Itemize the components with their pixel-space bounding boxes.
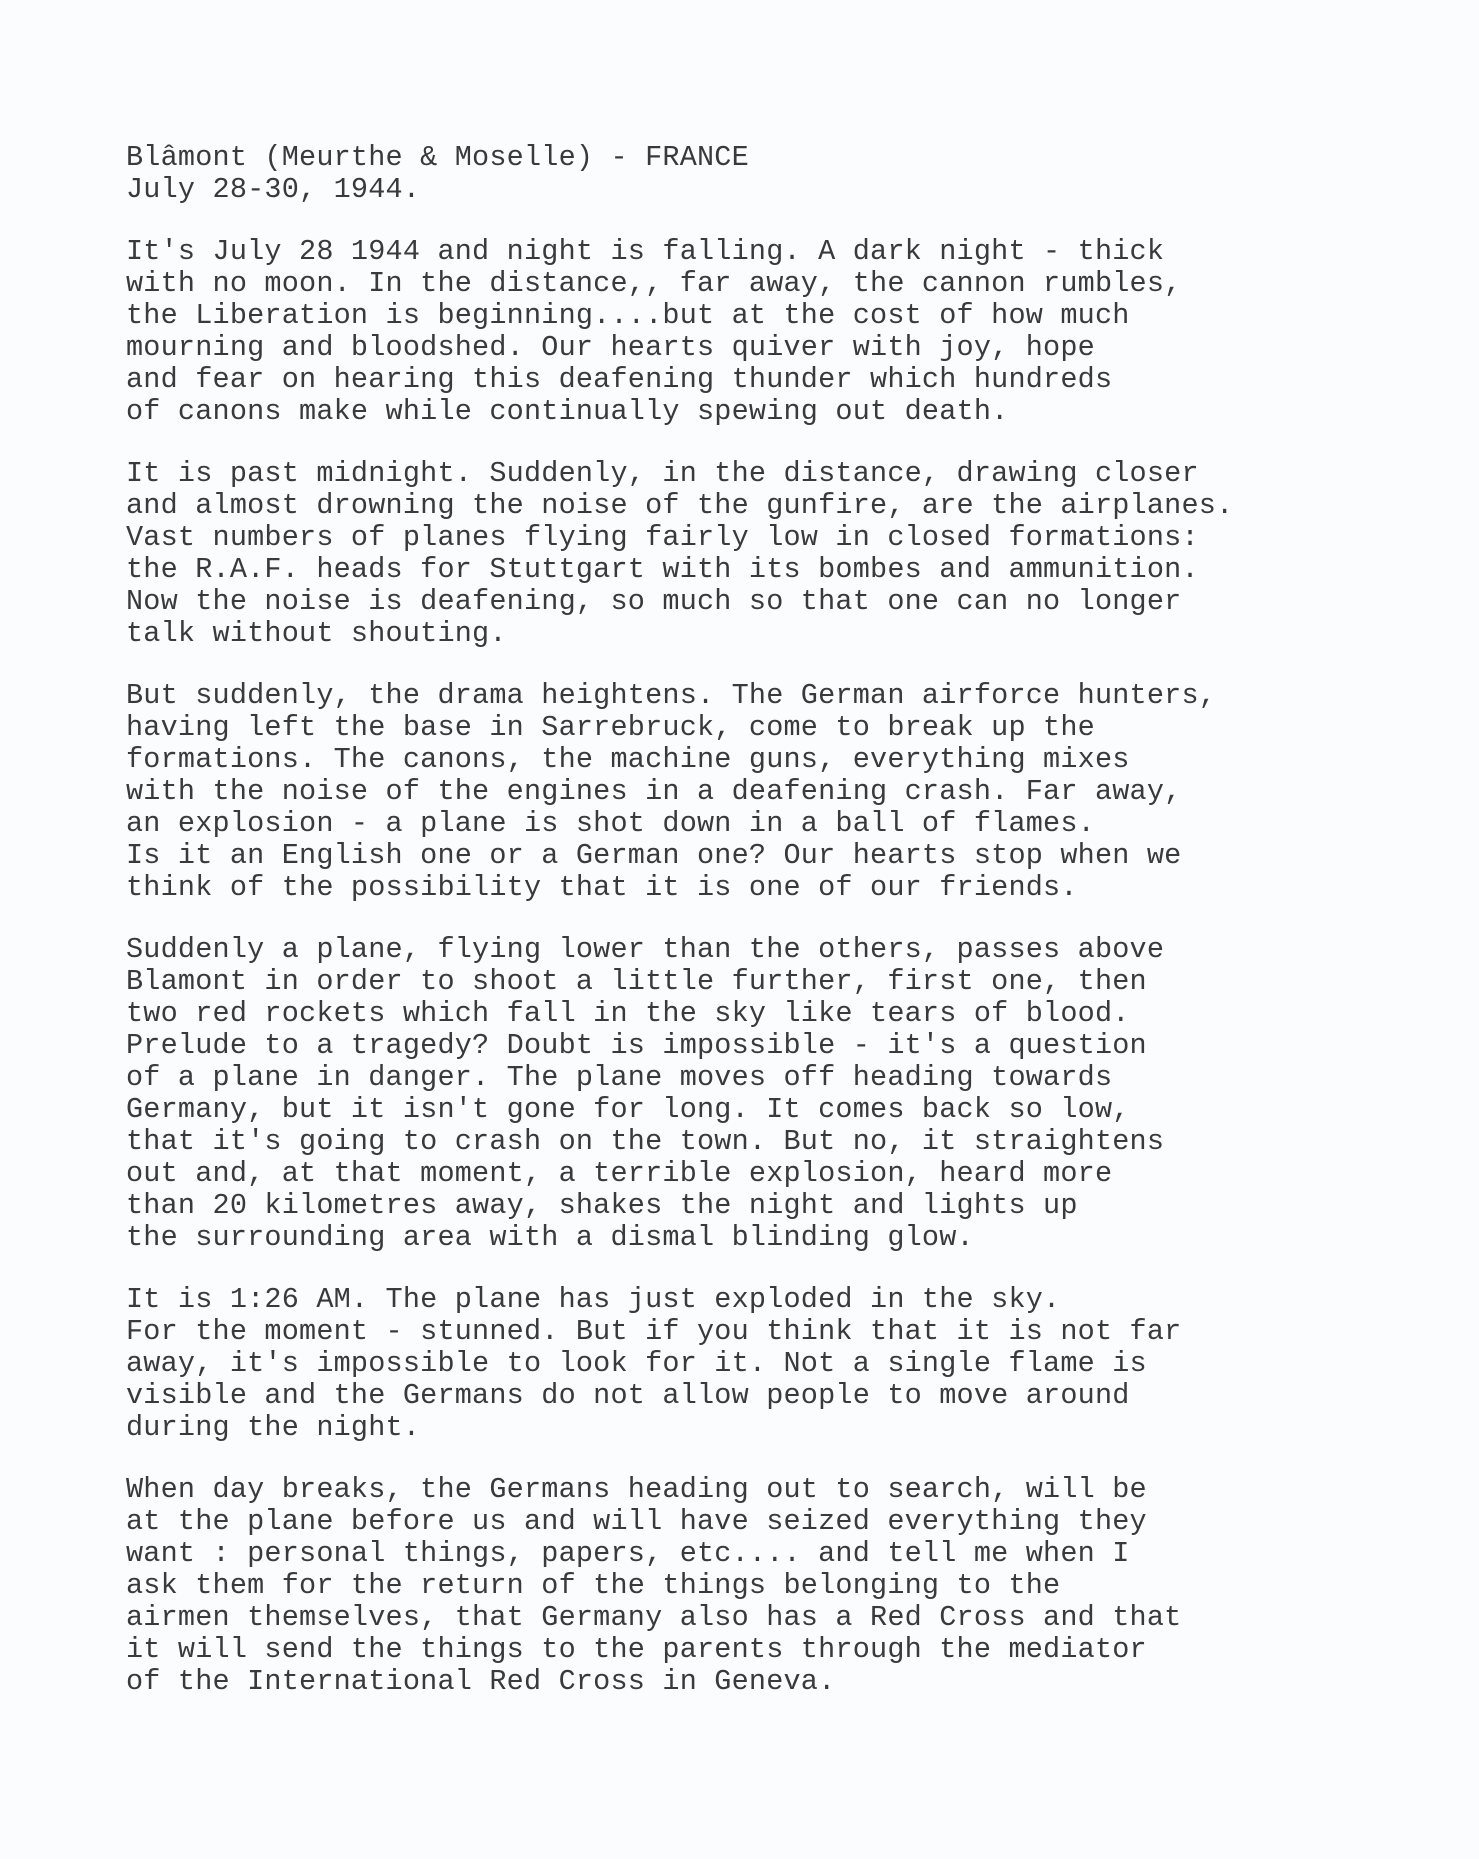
text-line: the R.A.F. heads for Stuttgart with its bombes and ammunition. bbox=[126, 553, 1199, 586]
header-place: Blâmont (Meurthe & Moselle) - FRANCE bbox=[126, 141, 749, 174]
text-line: mourning and bloodshed. Our hearts quiver with joy, hope bbox=[126, 331, 1095, 364]
text-line: having left the base in Sarrebruck, come to break up the bbox=[126, 711, 1095, 744]
text-line: at the plane before us and will have seized everything they bbox=[126, 1505, 1147, 1538]
text-line: than 20 kilometres away, shakes the night and lights up bbox=[126, 1189, 1078, 1222]
text-line: want : personal things, papers, etc.... and tell me when I bbox=[126, 1537, 1130, 1570]
document-body bbox=[126, 236, 1426, 1698]
text-line: It is 1:26 AM. The plane has just exploded in the sky. bbox=[126, 1283, 1061, 1316]
text-line: It is past midnight. Suddenly, in the distance, drawing closer bbox=[126, 457, 1199, 490]
text-line: that it's going to crash on the town. But no, it straightens bbox=[126, 1125, 1165, 1158]
text-line: away, it's impossible to look for it. Not a single flame is bbox=[126, 1347, 1147, 1380]
text-line: It's July 28 1944 and night is falling. A dark night - thick bbox=[126, 235, 1165, 268]
header-dates: July 28-30, 1944. bbox=[126, 173, 421, 206]
text-line: it will send the things to the parents through the mediator bbox=[126, 1633, 1147, 1666]
text-line: visible and the Germans do not allow people to move around bbox=[126, 1379, 1130, 1412]
paragraph bbox=[126, 1474, 1426, 1698]
text-line: ask them for the return of the things belonging to the bbox=[126, 1569, 1061, 1602]
text-line: Blamont in order to shoot a little further, first one, then bbox=[126, 965, 1147, 998]
text-line: But suddenly, the drama heightens. The German airforce hunters, bbox=[126, 679, 1217, 712]
text-line: Vast numbers of planes flying fairly low in closed formations: bbox=[126, 521, 1199, 554]
document-text bbox=[126, 142, 1426, 1728]
text-line: out and, at that moment, a terrible explosion, heard more bbox=[126, 1157, 1113, 1190]
text-line: during the night. bbox=[126, 1411, 421, 1444]
text-line: formations. The canons, the machine guns, everything mixes bbox=[126, 743, 1130, 776]
text-line: Suddenly a plane, flying lower than the others, passes above bbox=[126, 933, 1165, 966]
text-line: airmen themselves, that Germany also has a Red Cross and that bbox=[126, 1601, 1182, 1634]
text-line: and fear on hearing this deafening thunder which hundreds bbox=[126, 363, 1113, 396]
text-line: two red rockets which fall in the sky like tears of blood. bbox=[126, 997, 1130, 1030]
text-line: Is it an English one or a German one? Our hearts stop when we bbox=[126, 839, 1182, 872]
text-line: an explosion - a plane is shot down in a ball of flames. bbox=[126, 807, 1095, 840]
text-line: Prelude to a tragedy? Doubt is impossible - it's a question bbox=[126, 1029, 1147, 1062]
text-line: with no moon. In the distance,, far away, the cannon rumbles, bbox=[126, 267, 1182, 300]
document-header bbox=[126, 142, 1426, 206]
text-line: with the noise of the engines in a deafening crash. Far away, bbox=[126, 775, 1182, 808]
paragraph bbox=[126, 680, 1426, 904]
paragraph bbox=[126, 934, 1426, 1254]
text-line: talk without shouting. bbox=[126, 617, 507, 650]
paragraph bbox=[126, 458, 1426, 650]
text-line: and almost drowning the noise of the gunfire, are the airplanes. bbox=[126, 489, 1234, 522]
text-line: Germany, but it isn't gone for long. It comes back so low, bbox=[126, 1093, 1130, 1126]
text-line: For the moment - stunned. But if you think that it is not far bbox=[126, 1315, 1182, 1348]
text-line: the Liberation is beginning....but at the cost of how much bbox=[126, 299, 1130, 332]
text-line: of a plane in danger. The plane moves off heading towards bbox=[126, 1061, 1113, 1094]
paragraph bbox=[126, 1284, 1426, 1444]
text-line: Now the noise is deafening, so much so that one can no longer bbox=[126, 585, 1182, 618]
paragraph bbox=[126, 236, 1426, 428]
text-line: think of the possibility that it is one of our friends. bbox=[126, 871, 1078, 904]
text-line: of the International Red Cross in Geneva. bbox=[126, 1665, 836, 1698]
text-line: of canons make while continually spewing out death. bbox=[126, 395, 1009, 428]
text-line: the surrounding area with a dismal blinding glow. bbox=[126, 1221, 974, 1254]
text-line: When day breaks, the Germans heading out to search, will be bbox=[126, 1473, 1147, 1506]
